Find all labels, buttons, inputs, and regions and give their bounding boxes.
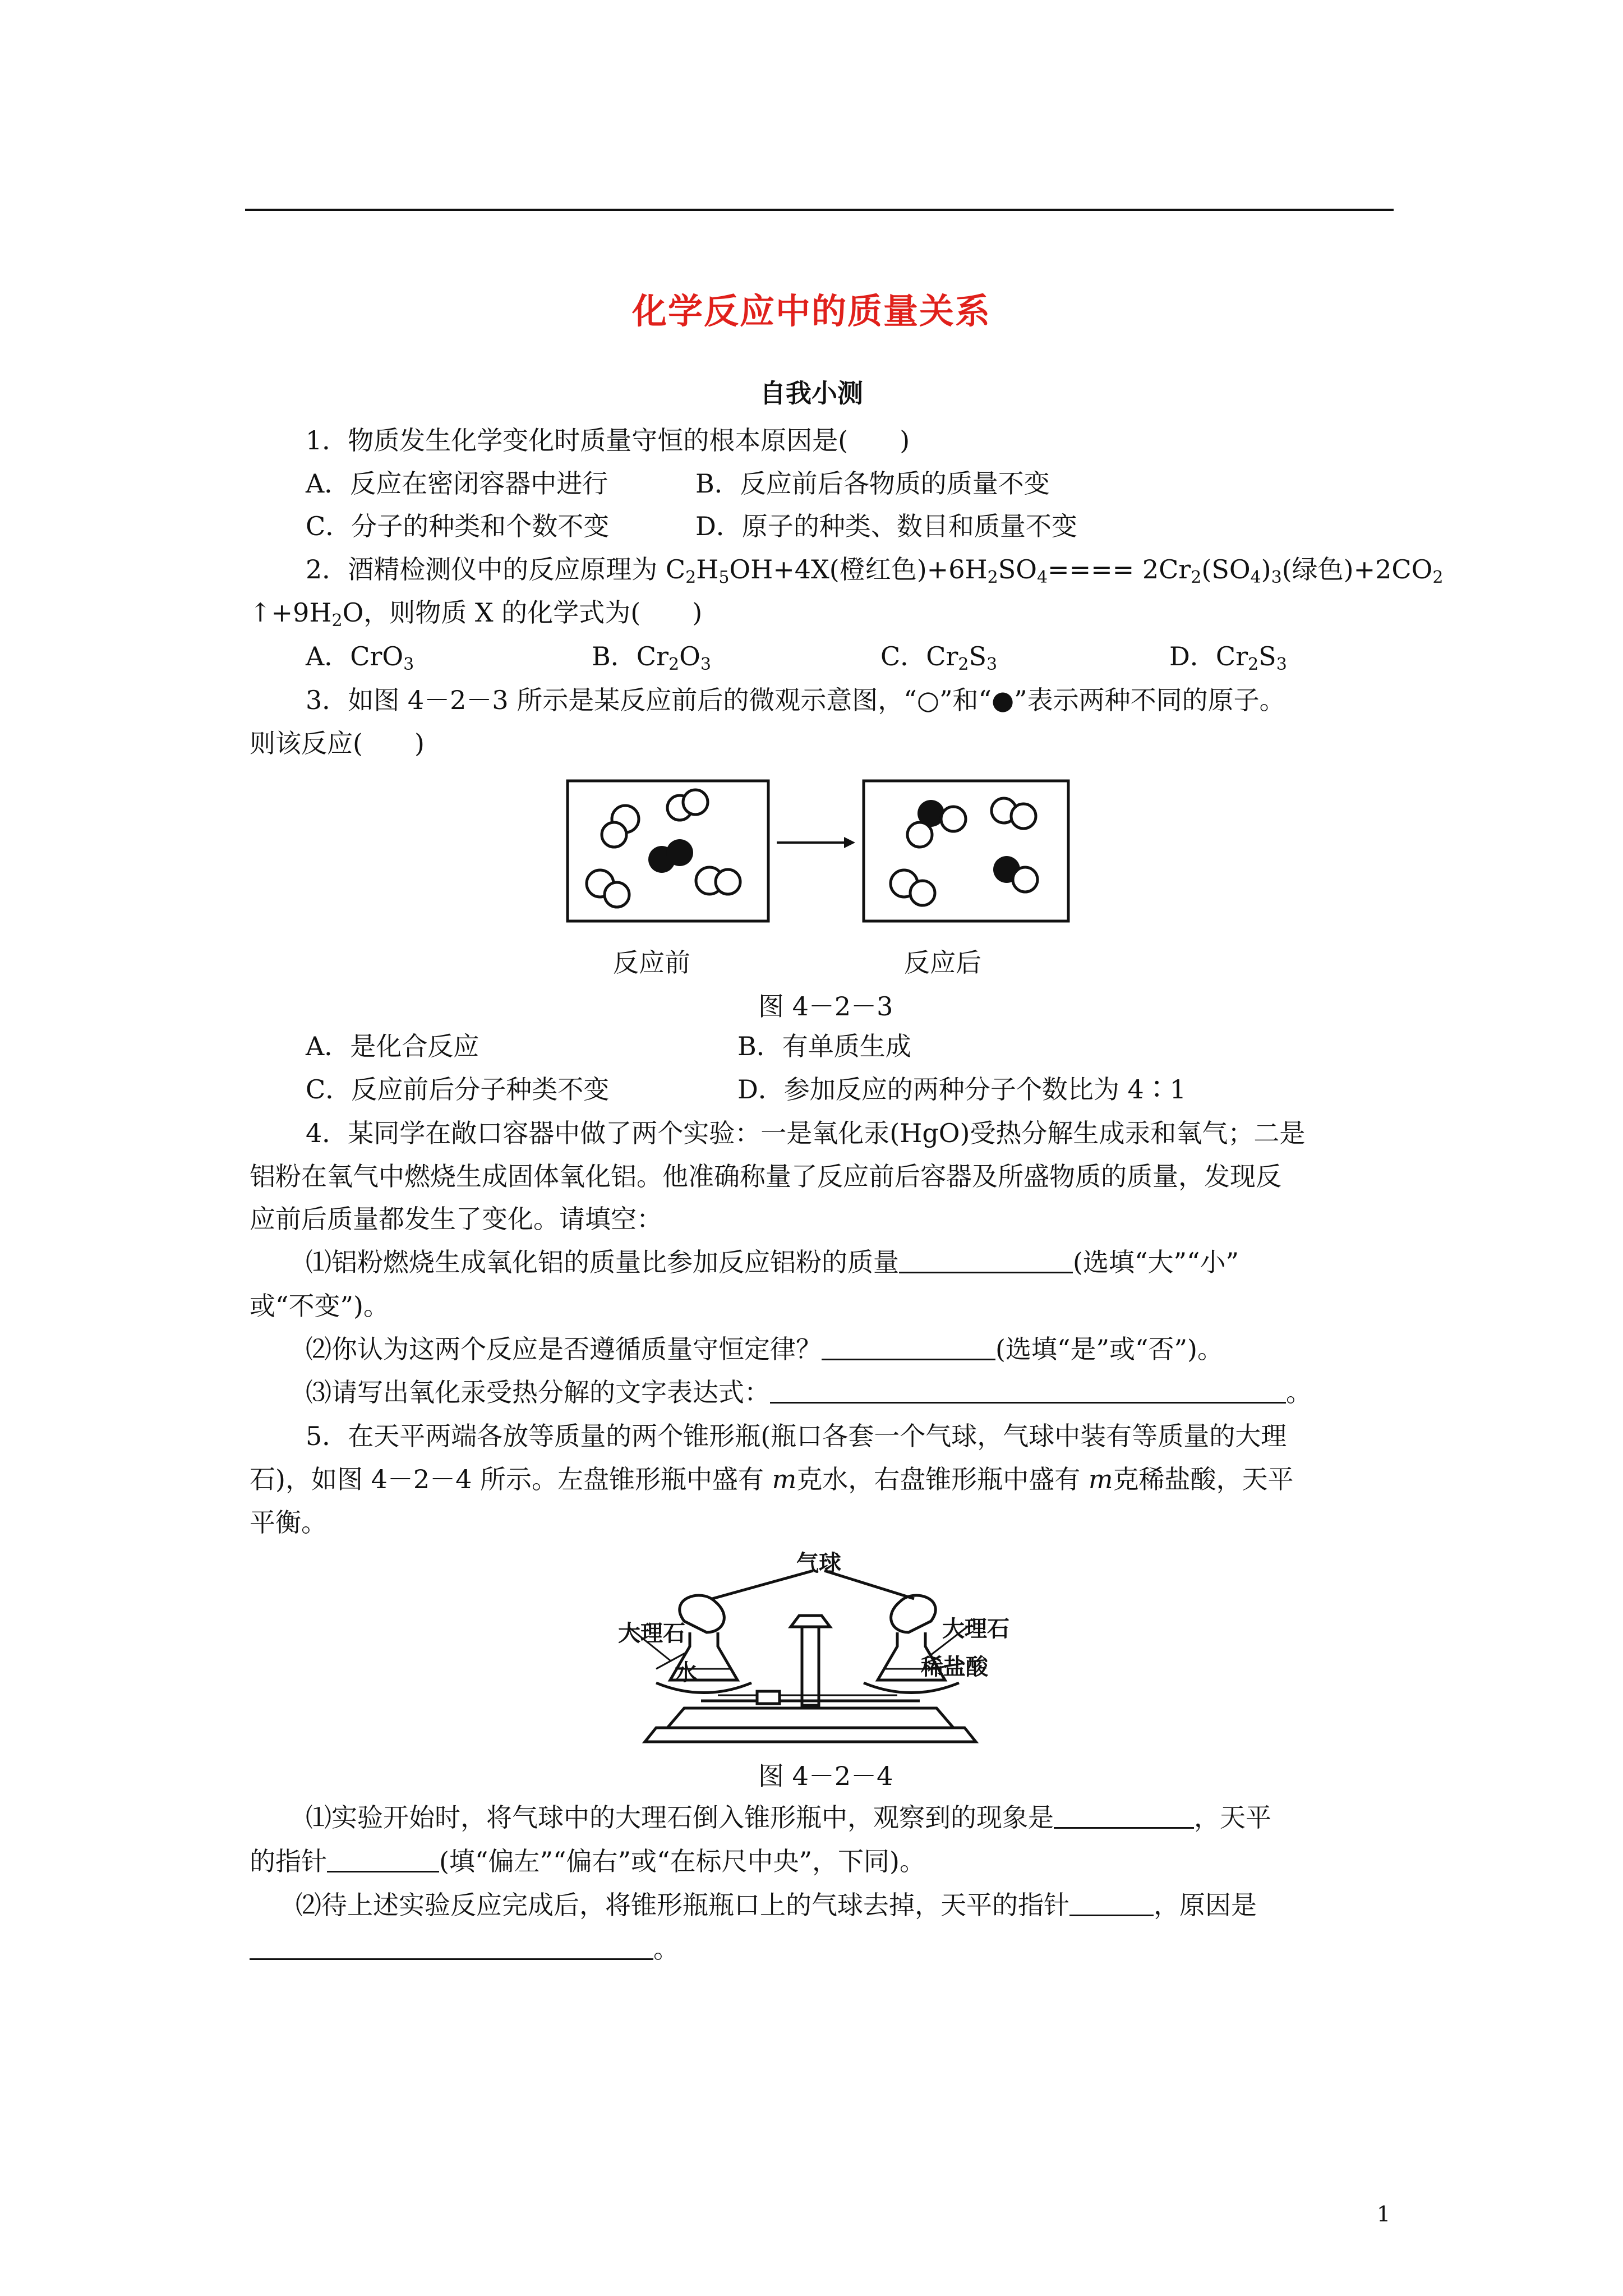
q3-option-b: B．有单质生成	[737, 1031, 911, 1061]
q2-option-b: B．$Cr_2O_3$	[592, 641, 711, 674]
q5-sub1-line2: 的指针 (填“偏左”“偏右”或“在标尺中央”，下同)。	[250, 1846, 925, 1876]
q4-sub1-line2: 或“不变”)。	[250, 1291, 389, 1321]
section-subtitle: 自我小测	[760, 378, 863, 408]
reaction-arrow	[777, 837, 855, 848]
q5-sub1-phenomenon-blank[interactable]	[1054, 1802, 1194, 1829]
q3-option-d: D．参加反应的两种分子个数比为 4∶1	[737, 1074, 1187, 1105]
q5-sub1-pointer-blank[interactable]	[327, 1846, 439, 1872]
q1-stem: 1．物质发生化学变化时质量守恒的根本原因是( )	[306, 425, 910, 455]
label-dilute-hcl: 稀盐酸	[921, 1654, 988, 1680]
label-water: 水	[675, 1659, 697, 1686]
label-after-reaction: 反应后	[904, 947, 981, 978]
q1-option-b: B．反应前后各物质的质量不变	[695, 468, 1050, 499]
q5-sub2-line2: 。	[250, 1932, 679, 1966]
q4-stem-line2: 铝粉在氧气中燃烧生成固体氧化铝。他准确称量了反应前后容器及所盛物质的质量，发现反	[250, 1161, 1281, 1191]
q1-option-c: C．分子的种类和个数不变	[306, 511, 610, 541]
q3-option-c: C．反应前后分子种类不变	[306, 1074, 610, 1105]
q4-stem-line1: 4．某同学在敞口容器中做了两个实验：一是氧化汞(HgO)受热分解生成汞和氧气；二是	[306, 1118, 1306, 1148]
q4-sub1-answer-blank[interactable]	[899, 1247, 1073, 1273]
label-marble-right: 大理石	[942, 1616, 1009, 1642]
q4-stem-line3: 应前后质量都发生了变化。请填空：	[250, 1204, 662, 1234]
q4-sub2-answer-blank[interactable]	[822, 1334, 995, 1360]
q3-stem-line1: 3．如图 4－2－3 所示是某反应前后的微观示意图，“○”和“●”表示两种不同的原子。	[306, 685, 1285, 715]
q5-sub2-pointer-blank[interactable]	[1069, 1890, 1154, 1916]
q5-stem-line2: 石)，如图 4－2－4 所示。左盘锥形瓶中盛有 m克水，右盘锥形瓶中盛有 m克稀盐酸，天平	[250, 1464, 1294, 1494]
q5-stem-line1: 5．在天平两端各放等质量的两个锥形瓶(瓶口各套一个气球，气球中装有等质量的大理	[306, 1421, 1287, 1451]
figure-4-2-3-micro-diagram	[561, 774, 1082, 926]
before-reaction-box	[568, 781, 768, 921]
q2-option-d: D．$Cr_2S_3$	[1169, 641, 1287, 674]
q4-sub1-line1: ⑴铝粉燃烧生成氧化铝的质量比参加反应铝粉的质量 (选填“大”“小”	[306, 1247, 1239, 1277]
q3-option-a: A．是化合反应	[306, 1031, 479, 1061]
q2-stem-line2: $↑+9H_2O$，则物质 X 的化学式为( )	[250, 597, 703, 631]
q2-stem-line1: 2．酒精检测仪中的反应原理为 $C_2H_5OH+4X$(橙红色)$+6H_2SO_4==== 2Cr_2(SO_4)_3$(绿色)$+2CO_2$	[306, 554, 1444, 587]
q4-sub3-answer-blank[interactable]	[770, 1377, 1286, 1404]
q4-sub3: ⑶请写出氧化汞受热分解的文字表达式： 。	[306, 1377, 1312, 1407]
page-title: 化学反应中的质量关系	[631, 291, 991, 332]
q5-sub2-reason-blank[interactable]	[250, 1934, 653, 1960]
label-before-reaction: 反应前	[613, 947, 690, 978]
figure-4-2-4-caption: 图 4－2－4	[758, 1761, 893, 1791]
q5-sub2-line1: ⑵待上述实验反应完成后，将锥形瓶瓶口上的气球去掉，天平的指针 ，原因是	[296, 1890, 1257, 1920]
after-reaction-box	[864, 781, 1068, 921]
label-marble-left: 大理石	[618, 1620, 685, 1646]
q4-sub2: ⑵你认为这两个反应是否遵循质量守恒定律？ (选填“是”或“否”)。	[306, 1334, 1223, 1364]
page-number: 1	[1377, 2202, 1391, 2226]
figure-4-2-3-caption: 图 4－2－3	[758, 991, 893, 1022]
q5-sub1-line1: ⑴实验开始时，将气球中的大理石倒入锥形瓶中，观察到的现象是 ，天平	[306, 1802, 1271, 1833]
header-rule	[245, 209, 1394, 211]
q1-option-a: A．反应在密闭容器中进行	[306, 468, 608, 499]
q3-stem-line2: 则该反应( )	[250, 728, 425, 758]
q2-option-c: C．$Cr_2S_3$	[880, 641, 998, 674]
label-balloon: 气球	[796, 1550, 841, 1576]
q1-option-d: D．原子的种类、数目和质量不变	[695, 511, 1077, 541]
q5-stem-line3: 平衡。	[250, 1507, 327, 1538]
q2-option-a: A．CrO$_3$	[306, 641, 414, 674]
